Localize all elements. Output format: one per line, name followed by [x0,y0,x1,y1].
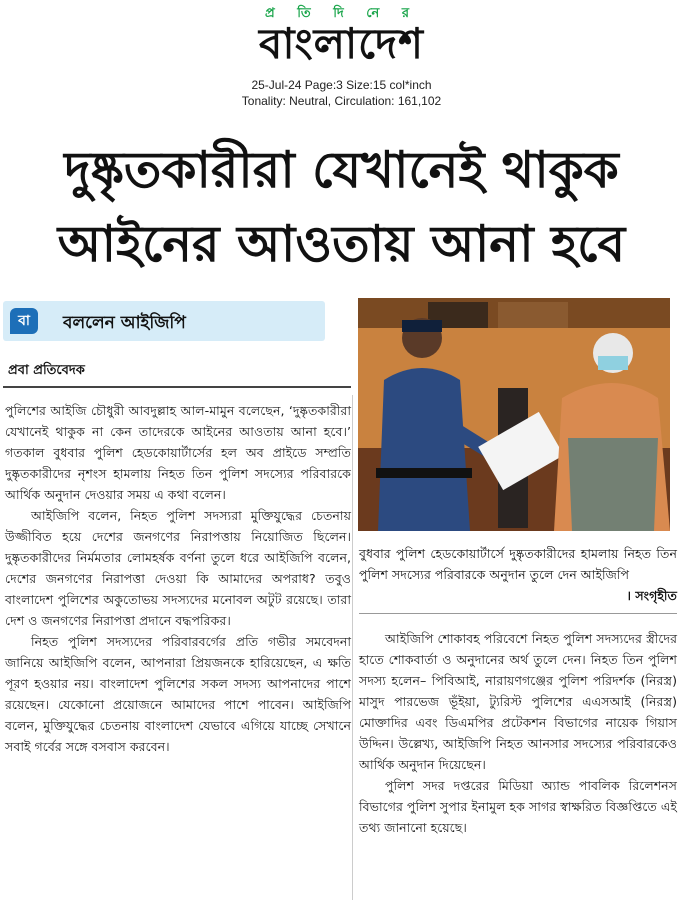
kicker-text: বললেন আইজিপি [63,313,186,333]
photo-illustration [358,298,670,531]
article-paragraph: আইজিপি বলেন, নিহত পুলিশ সদস্যরা মুক্তিযুদ্ধের চেতনায় উজ্জীবিত হয়ে দেশের জনগণের নিরাপত্তায় নিয়োজিত ছিলেন। দুষ্কৃতকারীদের নির্মমতার লোমহর্ষক বর্ণনা তুলে ধরে আইজিপি বলেন, দেশের জনগণের নিরাপত্তা দেওয়া কি আমাদের অপরাধ? তবুও বাংলাদেশ পুলিশের অকুতোভয় সদস্যদের মনোবল অটুট রয়েছে। তারা দেশ ও জনগণের নিরাপত্তা প্রদানে বদ্ধপরিকর। [5,508,351,628]
article-paragraph: আইজিপি শোকাবহ পরিবেশে নিহত পুলিশ সদস্যদের স্ত্রীদের হাতে শোকবার্তা ও অনুদানের অর্থ তুলে দেন। নিহত তিন পুলিশ সদস্য হলেন– পিবিআই, নারায়ণগঞ্জের পুলিশ পরিদর্শক (নিরস্ত্র) মাসুদ পারভেজ ভূঁইয়া, ট্যুরিস্ট পুলিশের এএসআই (নিরস্ত্র) মোক্তাদির এবং ডিএমপির প্রটেকশন বিভাগের নায়েক গিয়াস উদ্দিন। উল্লেখ্য, আইজিপি নিহত আনসার সদস্যের পরিবারকেও আর্থিক অনুদান দিয়েছেন। [359,631,677,772]
byline: প্রবা প্রতিবেদক [8,363,85,378]
column-divider [352,395,353,900]
headline-line1: দুষ্কৃতকারীরা যেখানেই থাকুক [64,141,619,199]
article-right-column [359,628,677,838]
caption-divider [359,613,677,614]
article-paragraph: নিহত পুলিশ সদস্যদের পরিবারবর্গের প্রতি গভীর সমবেদনা জানিয়ে আইজিপি বলেন, আপনারা প্রিয়জনকে হারিয়েছেন, এ ক্ষতি পূরণ হওয়ার নয়। বাংলাদেশ পুলিশের সকল সদস্য আপনাদের পাশে রয়েছেন। যেকোনো প্রয়োজনে আমাদের পাশে পাবেন। আইজিপি বলেন, মুক্তিযুদ্ধের চেতনায় বাংলাদেশ যেভাবে এগিয়ে যাচ্ছে সেখানে সবাই গর্বের সঙ্গে বসবাস করবেন। [5,634,351,754]
kicker-banner [3,301,325,341]
article-paragraph: পুলিশ সদর দপ্তরের মিডিয়া অ্যান্ড পাবলিক রিলেশনস বিভাগের পুলিশ সুপার ইনামুল হক সাগর স্বাক্ষরিত বিজ্ঞপ্তিতে এই তথ্য জানানো হয়েছে। [359,778,677,835]
byline-divider [3,386,351,388]
article-left-column [5,400,351,757]
article-paragraph: পুলিশের আইজি চৌধুরী আবদুল্লাহ আল-মামুন বলেছেন, ‘দুষ্কৃতকারীরা যেখানেই থাকুক না কেন তাদেরকে আইনের আওতায় আনা হবে।’ গতকাল বুধবার পুলিশ হেডকোয়ার্টার্সের হল অব প্রাইডে সম্প্রতি দুষ্কৃতকারীদের নৃশংস হামলায় নিহত তিন পুলিশ সদস্যের পরিবারকে আর্থিক অনুদান দেওয়ার সময় এ কথা বলেন। [5,403,351,502]
photo-credit: । সংগৃহীত [626,588,677,603]
headline-line2: আইনের আওতায় আনা হবে [57,215,626,273]
newspaper-logo: বাংলাদেশ [259,19,424,68]
clipping-meta-line1: 25-Jul-24 Page:3 Size:15 col*inch [251,78,432,92]
photo-caption-text: বুধবার পুলিশ হেডকোয়ার্টার্সে দুষ্কৃতকারীদের হামলায় নিহত তিন পুলিশ সদস্যের পরিবারকে অনুদান তুলে দেন আইজিপি [359,546,677,582]
masthead-tagline: প্র তি দি নে র [264,6,418,21]
news-photo [358,298,670,531]
kicker-badge: বা [10,308,38,334]
photo-caption [359,543,677,606]
clipping-meta-line2: Tonality: Neutral, Circulation: 161,102 [241,94,442,108]
